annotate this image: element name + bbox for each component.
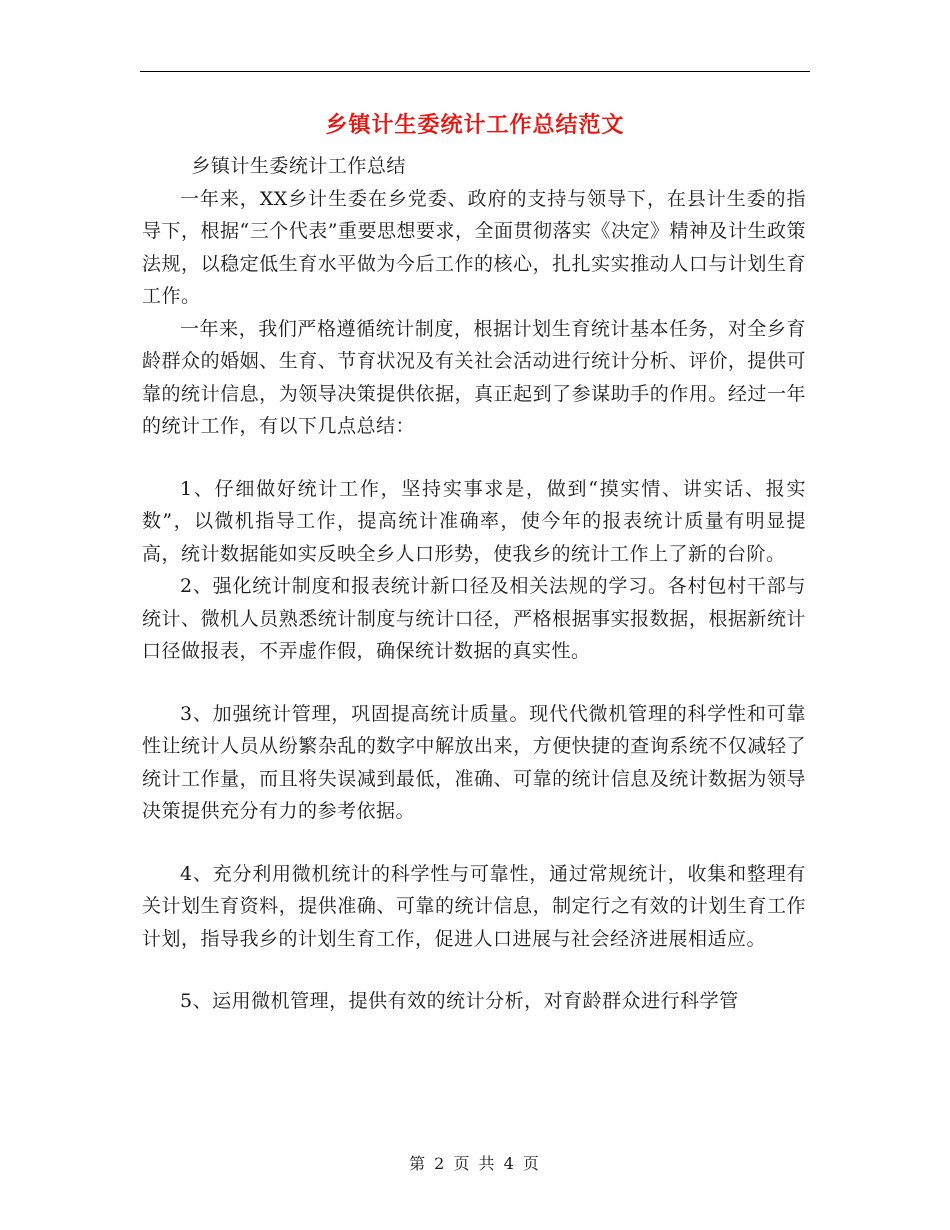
paragraph-gap bbox=[142, 668, 806, 698]
paragraph-item-1: 1、仔细做好统计工作，坚持实事求是，做到“摸实情、讲实话、报实数”，以微机指导工作，提高统计准确率，使今年的报表统计质量有明显提高，统计数据能如实反映全乡人口形势，使我乡的统计工作上了新的台阶。 bbox=[142, 477, 806, 565]
paragraph-item-3: 3、加强统计管理，巩固提高统计质量。现代代微机管理的科学性和可靠性让统计人员从纷繁杂乱的数字中解放出来，方便快捷的查询系统不仅减轻了统计工作量，而且将失误减到最低，准确、可靠的统计信息及统计数据为领导决策提供充分有力的参考依据。 bbox=[142, 702, 806, 822]
paragraph-item-4: 4、充分利用微机统计的科学性与可靠性，通过常规统计，收集和整理有关计划生育资料，提供准确、可靠的统计信息，制定行之有效的计划生育工作计划，指导我乡的计划生育工作，促进人口进展与社会经济进展相适应。 bbox=[142, 862, 806, 950]
header-rule bbox=[140, 71, 810, 72]
paragraph-gap bbox=[142, 955, 806, 985]
page-number-footer: 第 2 页 共 4 页 bbox=[409, 1154, 541, 1173]
document-title: 乡镇计生委统计工作总结范文 bbox=[325, 113, 625, 138]
document-subtitle: 乡镇计生委统计工作总结 bbox=[191, 155, 406, 177]
paragraph-intro: 一年来，XX乡计生委在乡党委、政府的支持与领导下，在县计生委的指导下，根据“三个代表”重要思想要求，全面贯彻落实《决定》精神及计生政策法规，以稳定低生育水平做为今后工作的核心，扎扎实实推动人口与计划生育工作。 bbox=[142, 187, 806, 307]
document-body bbox=[142, 150, 806, 1018]
paragraph-item-5: 5、运用微机管理，提供有效的统计分析，对育龄群众进行科学管 bbox=[180, 990, 739, 1012]
paragraph-item-2: 2、强化统计制度和报表统计新口径及相关法规的学习。各村包村干部与统计、微机人员熟悉统计制度与统计口径，严格根据事实报数据，根据新统计口径做报表，不弄虚作假，确保统计数据的真实性。 bbox=[142, 575, 806, 662]
paragraph-gap bbox=[142, 443, 806, 473]
paragraph-gap bbox=[142, 828, 806, 858]
paragraph-overview: 一年来，我们严格遵循统计制度，根据计划生育统计基本任务，对全乡育龄群众的婚姻、生育、节育状况及有关社会活动进行统计分析、评价，提供可靠的统计信息，为领导决策提供依据，真正起到了参谋助手的作用。经过一年的统计工作，有以下几点总结： bbox=[142, 317, 806, 437]
